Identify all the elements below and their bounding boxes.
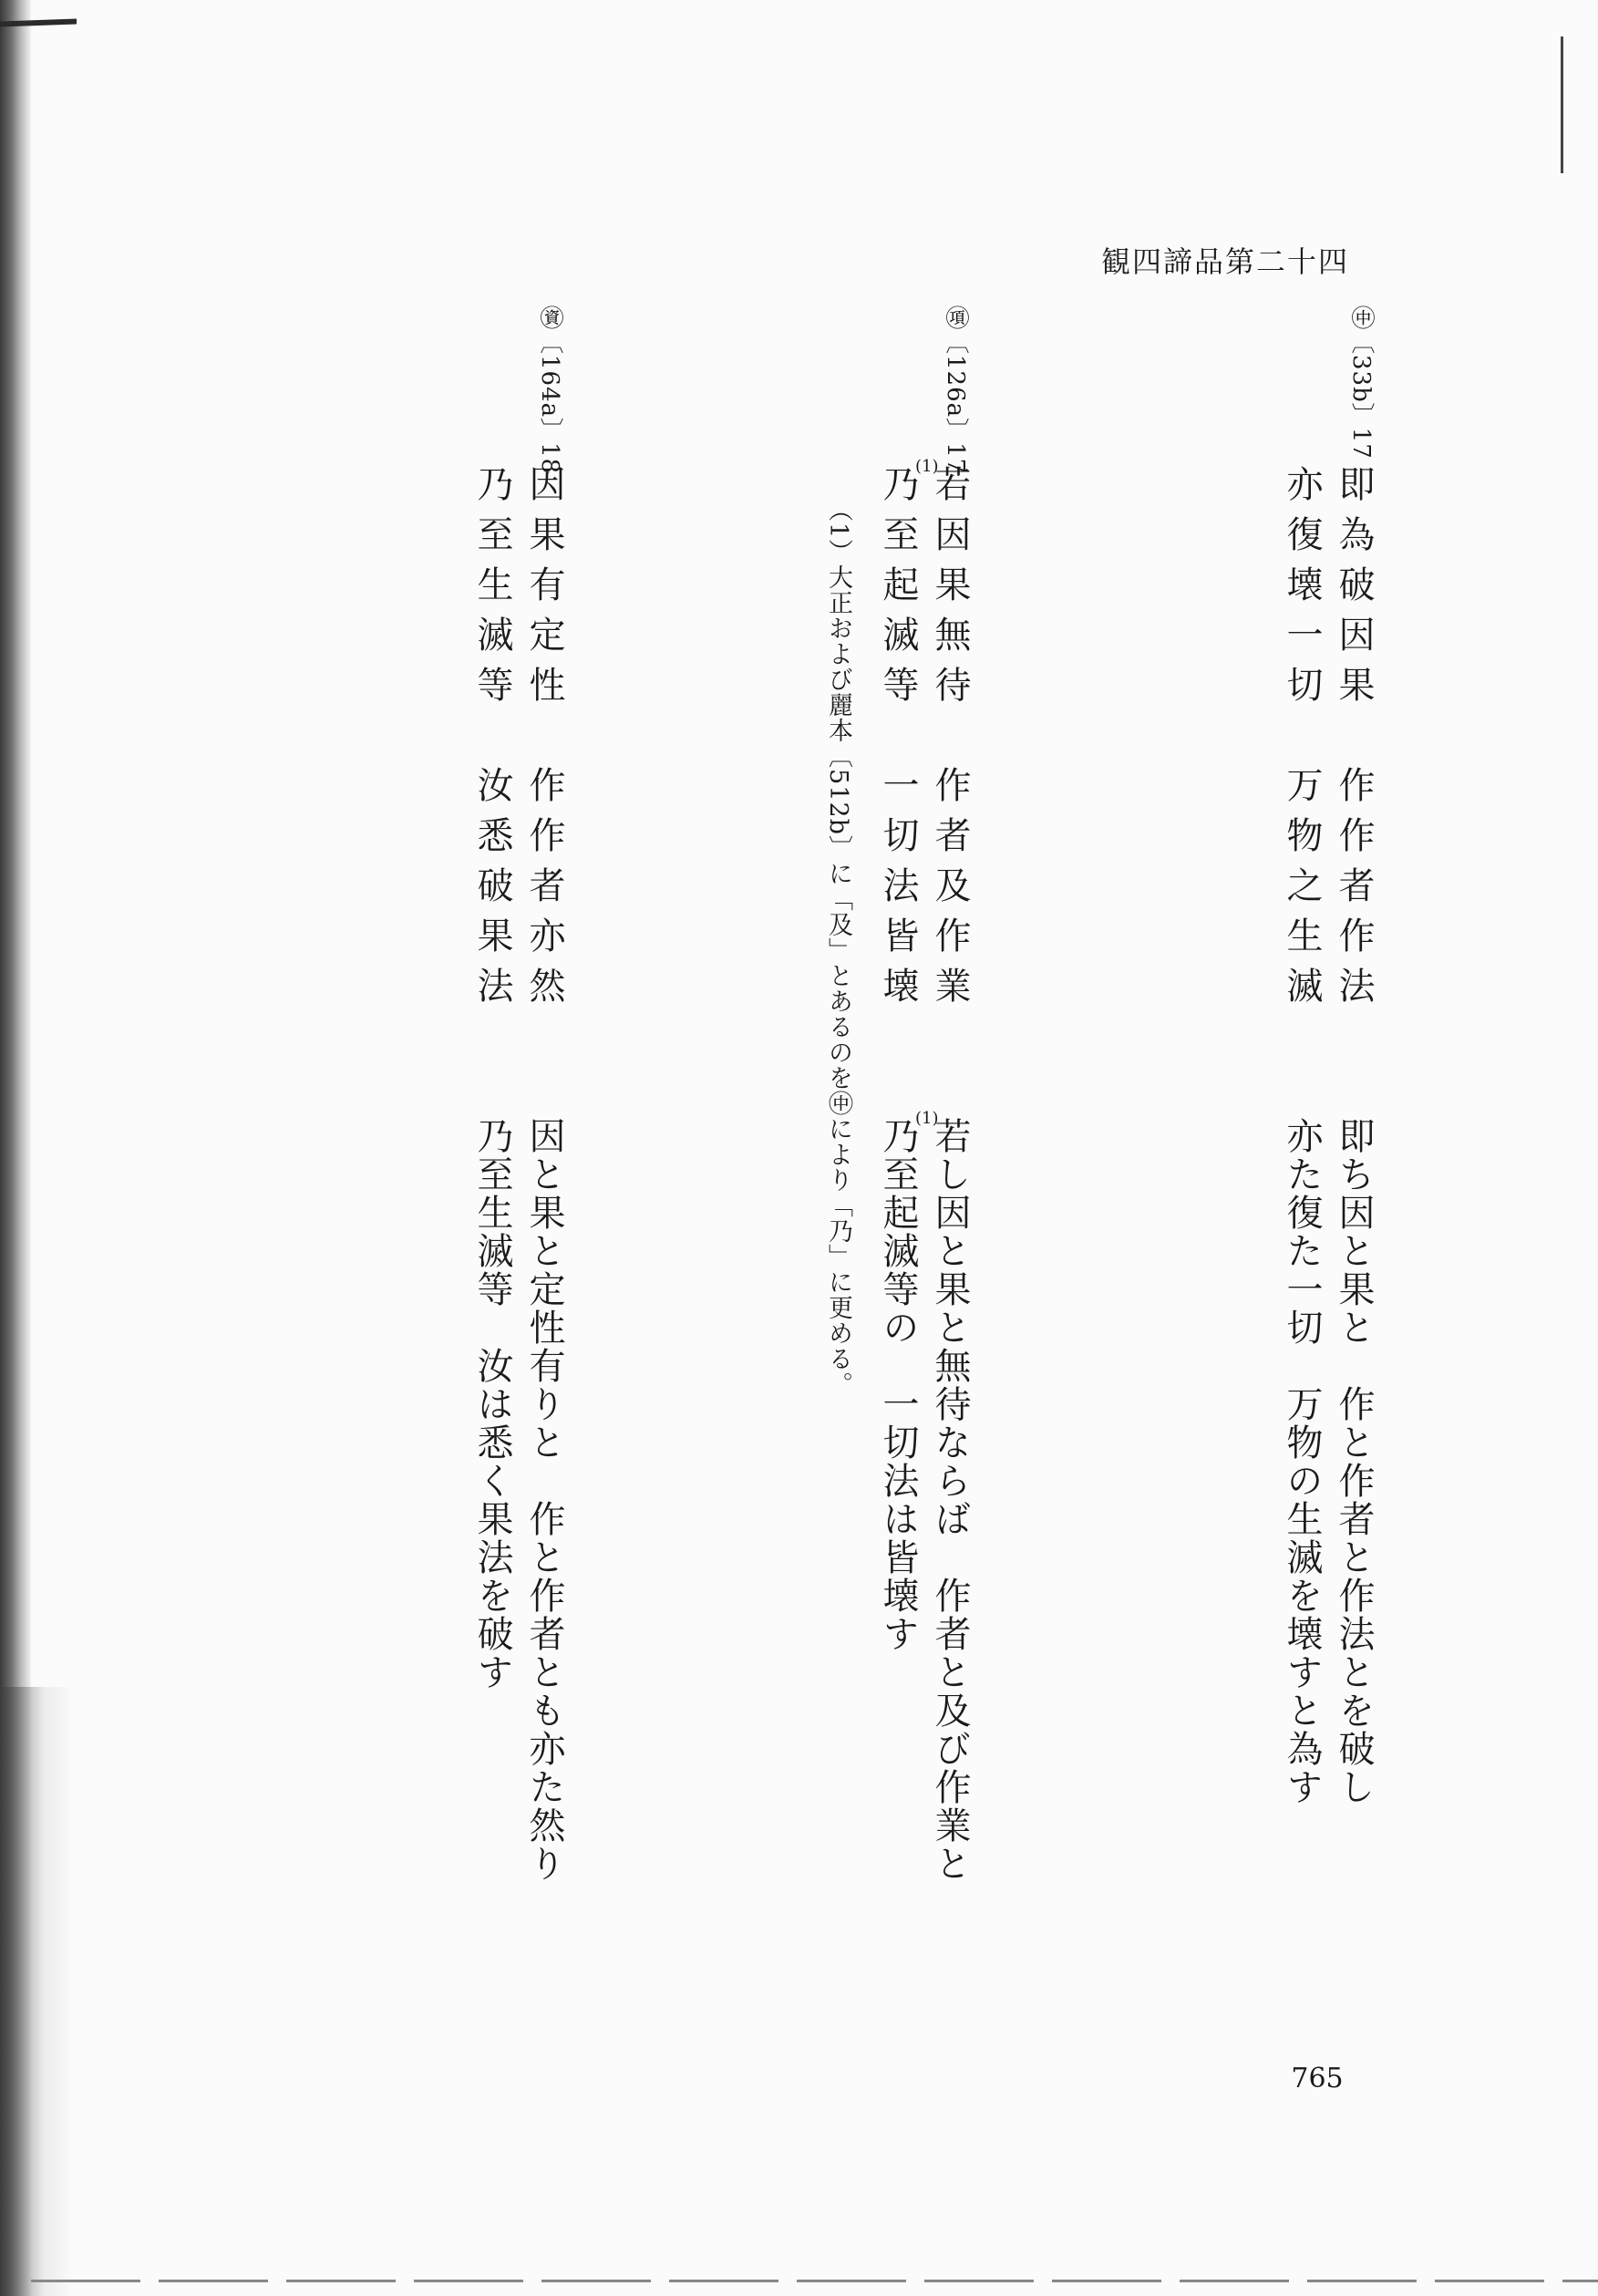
footnote: （1）大正および麗本〔512b〕に「及」とあるのを㊥により「乃」に更める。 [824,497,852,1397]
section-ref: ㊮〔164a〕18 [536,305,563,475]
kundoku-line: 乃至生滅等 汝は悉く果法を破す [471,1117,513,1691]
kundoku-line: 亦た復た一切 万物の生滅を壊すと為す [1281,1117,1323,1806]
kundoku-line: 因と果と定性有りと 作と作者とも亦た然り [523,1117,565,1883]
kundoku-line: 乃至起滅等の 一切法は皆壊す [877,1117,919,1653]
page-number: 765 [1291,2063,1344,2094]
verse-line: 乃至起滅等 一切法皆壊 [877,465,919,1017]
verse-line: 亦復壊一切 万物之生滅 [1281,465,1323,1017]
running-head: 観四諦品第二十四 [1100,244,1349,279]
verse-line: 因果有定性 作作者亦然 [523,465,565,1017]
scan-mark-right [1561,36,1563,173]
kundoku-line: 即ち因と果と 作と作者と作法とを破し [1333,1117,1375,1806]
kundoku-line: 若し因と果と無待ならば 作者と及び作業と [929,1117,971,1883]
scan-bottom-rule [31,2280,1598,2282]
note-marker: (1) [915,1109,939,1128]
section-ref: ㊥〔33b〕17 [1347,305,1375,460]
verse-line: 若因果無待 作者及作業 [929,465,971,1017]
verse-line: 乃至生滅等 汝悉破果法 [471,465,513,1017]
scan-noise [0,1687,73,2296]
section-ref: ㊠〔126a〕17 [942,305,969,475]
note-marker: (1) [915,457,939,476]
verse-line: 即為破因果 作作者作法 [1333,465,1375,1017]
